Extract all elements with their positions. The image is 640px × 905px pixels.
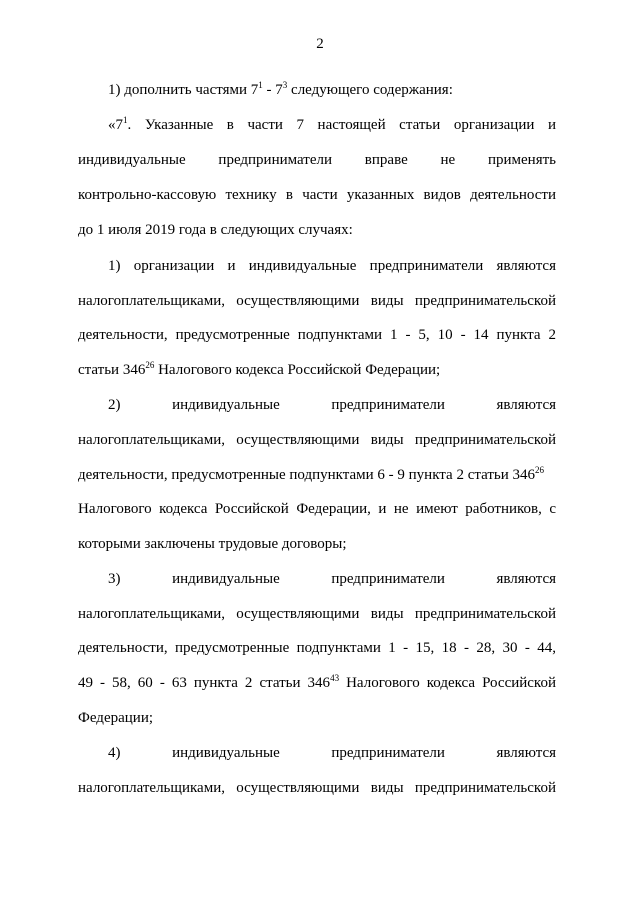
case-1-line-2: налогоплательщиками, осуществляющими виды предпринимательской xyxy=(78,293,556,309)
case-2-line-3: деятельности, предусмотренные подпунктами 6 - 9 пункта 2 статьи $346^{26}$ xyxy=(78,465,545,483)
case-3-line-5: Федерации; xyxy=(78,710,154,726)
case-2-line-2: налогоплательщиками, осуществляющими виды предпринимательской xyxy=(78,432,556,448)
case-3-line-3: деятельности, предусмотренные подпунктами 1 - 15, 18 - 28, 30 - 44, xyxy=(78,640,556,656)
case-1-line-4: статьи $346^{26}$ Налогового кодекса Российской Федерации; xyxy=(78,360,441,378)
intro-line: 1) дополнить частями $7^1 - 7^3$ следующего содержания: xyxy=(108,80,453,98)
part-71-line-3: контрольно-кассовую технику в части указанных видов деятельности xyxy=(78,187,556,203)
part-71-line-2: индивидуальные предприниматели вправе не применять xyxy=(78,152,556,168)
case-4-line-2: налогоплательщиками, осуществляющими виды предпринимательской xyxy=(78,780,556,796)
case-3-line-2: налогоплательщиками, осуществляющими виды предпринимательской xyxy=(78,606,556,622)
case-3-line-1: 3) индивидуальные предприниматели являются xyxy=(108,571,556,587)
case-2-line-4: Налогового кодекса Российской Федерации, и не имеют работников, с xyxy=(78,501,556,517)
case-2-line-5: которыми заключены трудовые договоры; xyxy=(78,536,347,552)
case-2-line-1: 2) индивидуальные предприниматели являются xyxy=(108,397,556,413)
page-number: 2 xyxy=(316,36,324,52)
part-71-line-1: «$7^1$. Указанные в части 7 настоящей статьи организации и xyxy=(108,115,556,133)
case-4-line-1: 4) индивидуальные предприниматели являются xyxy=(108,745,556,761)
part-71-line-4: до 1 июля 2019 года в следующих случаях: xyxy=(78,222,353,238)
case-1-line-1: 1) организации и индивидуальные предприниматели являются xyxy=(108,258,556,274)
case-1-line-3: деятельности, предусмотренные подпунктами 1 - 5, 10 - 14 пункта 2 xyxy=(78,327,556,343)
case-3-line-4: 49 - 58, 60 - 63 пункта 2 статьи $346^{43}$ Налогового кодекса Российской xyxy=(78,673,556,691)
